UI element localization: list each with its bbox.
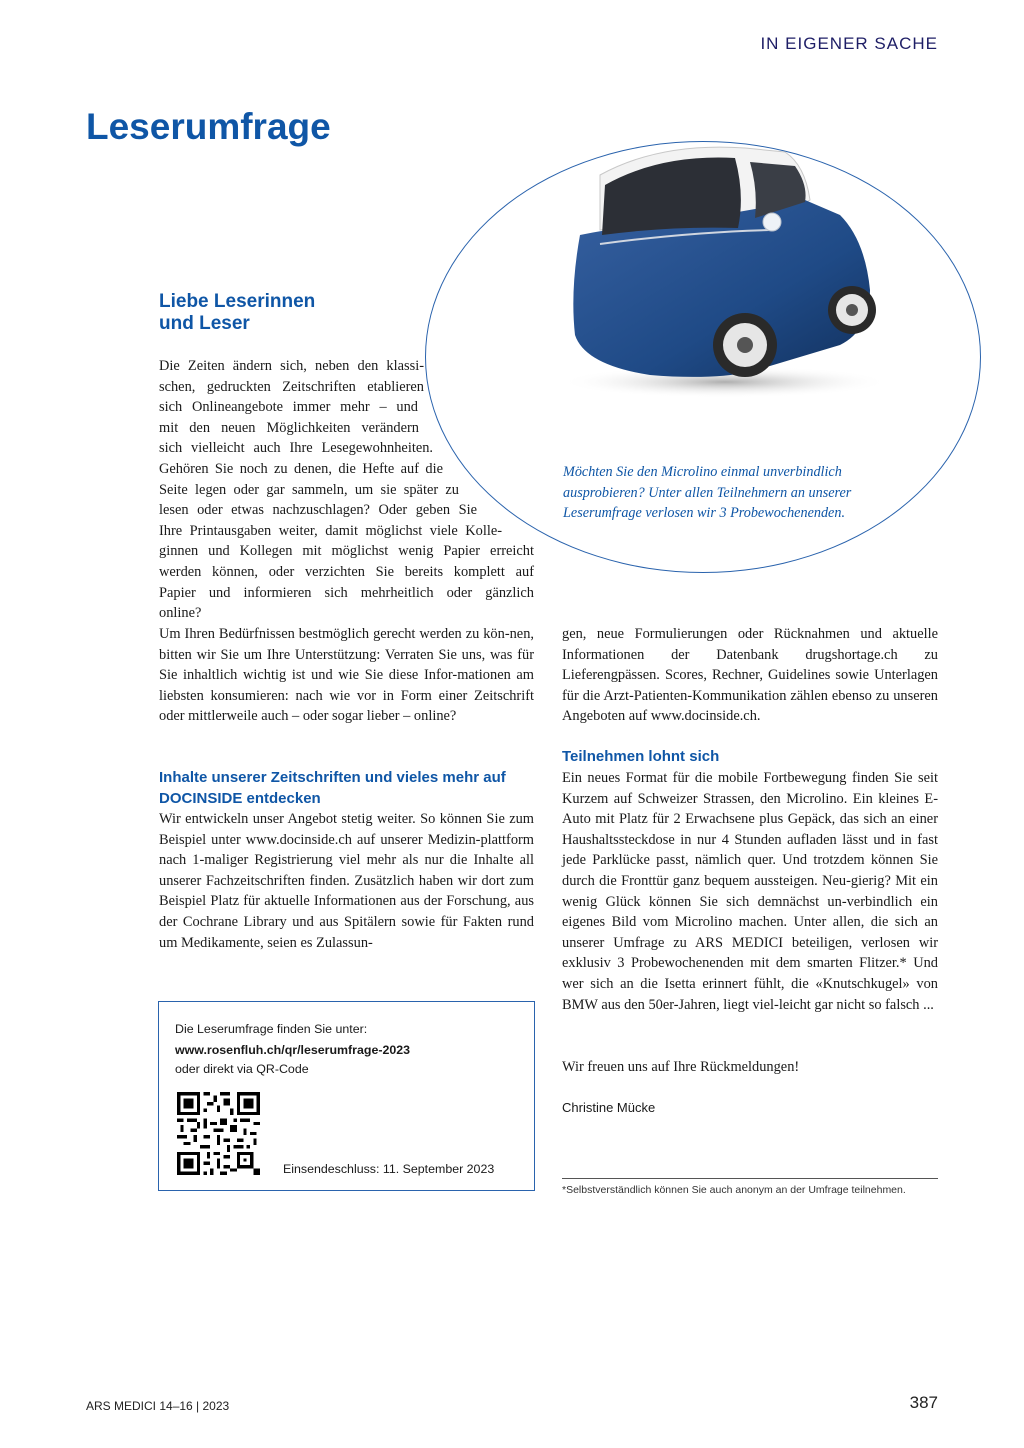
page-title: Leserumfrage: [86, 106, 331, 147]
survey-intro-text: Die Leserumfrage finden Sie unter:: [175, 1022, 368, 1036]
text-line: sich vielleicht auch Ihre Lesegewohnheiten.: [159, 440, 433, 457]
text-line: mit den neuen Möglichkeiten verändern: [159, 419, 419, 436]
footer-journal: ARS MEDICI 14–16 | 2023: [86, 1399, 230, 1413]
docinside-paragraph: Wir entwickeln unser Angebot stetig weiter. So können Sie zum Beispiel unter www.docinside.ch auf unserer Medizin-plattform nach 1-maliger Registrierung viel mehr als nur die Inhalte all unserer Fachzeitschriften finden. Zusätzlich haben wir dort zum Beispiel Platz für aktuelle Informationen aus der Forschung, aus der Cochrane Library und aus Spitälern sowie für Fakten rund um Medikamente, seien es Zulassun-: [159, 811, 534, 951]
intro-heading-line1: Liebe Leserinnen: [159, 291, 316, 312]
qr-code-icon[interactable]: [177, 1092, 260, 1175]
survey-url-link[interactable]: www.rosenfluh.ch/qr/leserumfrage-2023: [175, 1043, 411, 1057]
car-icon: [540, 140, 885, 400]
docinside-heading: Inhalte unserer Zeitschriften und vieles mehr auf DOCINSIDE entdecken: [159, 769, 506, 807]
participation-paragraph: Ein neues Format für die mobile Fortbewegung finden Sie seit Kurzem auf Schweizer Strassen, den Microlino. Ein kleines E-Auto mit Platz für 2 Erwachsene plus Gepäck, das sich an einer Haushaltssteckdose in nur 4 Stunden aufladen lässt und in fast jede Parklücke passt, nämlich quer. Und trotzdem können Sie durch die Fronttür ganz bequem aussteigen. Neu-gierig? Mit ein wenig Glück können Sie sich demnächst un-verbindlich ein eigenes Bild vom Microlino machen. Unter allen, die sich an unserer Umfrage zu ARS MEDICI beteiligen, verlosen wir exklusiv 3 Probewochenenden mit dem smarten Flitzer.* Und wer sich an die Isetta erinnert fühlt, die «Knutschkugel» von BMW aus den 50er-Jahren, liegt viel-leicht gar nicht so falsch ...: [562, 770, 938, 1013]
survey-qr-hint: oder direkt via QR-Code: [175, 1062, 309, 1076]
intro-paragraph-2: Um Ihren Bedürfnissen bestmöglich gerecht werden zu kön-nen, bitten wir Sie um Ihre Unterstützung: Verraten Sie uns, was für Sie inhaltlich wichtig ist und wie Sie diese Infor-mationen am liebsten konsumieren: nach wie vor in Form einer Zeitschrift oder mittlerweile auch – oder sogar lieber – online?: [159, 626, 534, 725]
text-line: Ihre Printausgaben weiter, damit möglichst viele Kolle-: [159, 522, 502, 539]
intro-heading-line2: und Leser: [159, 313, 250, 334]
closing-text: Wir freuen uns auf Ihre Rückmeldungen!: [562, 1059, 800, 1075]
intro-heading: [159, 291, 315, 335]
survey-deadline: Einsendeschluss: 11. September 2023: [283, 1162, 495, 1176]
text-line: werden können, oder verzichten Sie bereits komplett auf: [159, 563, 534, 580]
footnote: *Selbstverständlich können Sie auch anonym an der Umfrage teilnehmen.: [562, 1184, 906, 1196]
text-line: ginnen und Kollegen mit möglichst wenig Papier erreicht: [159, 543, 534, 560]
text-line: schen, gedruckten Zeitschriften etablieren: [159, 378, 424, 395]
text-line: lesen oder etwas nachzuschlagen? Oder geben Sie: [159, 502, 477, 519]
column2-paragraph: gen, neue Formulierungen oder Rücknahmen und aktuelle Informationen der Datenbank drugshortage.ch zu Lieferengpässen. Scores, Rechner, Guidelines sowie Unterlagen für die Arzt-Patienten-Kommunikation zählen ebenso zu unseren Angeboten auf www.docinside.ch.: [562, 626, 938, 725]
section-label: IN EIGENER SACHE: [760, 34, 938, 53]
text-line: Seite legen oder gar sammeln, um sie später zu: [159, 481, 459, 498]
text-line: online?: [159, 605, 202, 622]
image-caption: Möchten Sie den Microlino einmal unverbindlich ausprobieren? Unter allen Teilnehmern an unserer Leserumfrage verlosen wir 3 Probewochenenden.: [563, 464, 852, 521]
text-line: Papier und informieren sich mehrheitlich oder gänzlich: [159, 584, 534, 601]
text-line: Die Zeiten ändern sich, neben den klassi-: [159, 358, 424, 374]
page-number: 387: [909, 1393, 938, 1412]
footnote-divider: [562, 1178, 938, 1179]
intro-paragraph: [159, 356, 534, 624]
text-line: sich Onlineangebote immer mehr – und: [159, 399, 418, 416]
text-line: Gehören Sie noch zu denen, die Hefte auf die: [159, 460, 443, 477]
survey-box: [158, 1001, 535, 1191]
author-name: Christine Mücke: [562, 1100, 656, 1115]
participation-heading: Teilnehmen lohnt sich: [562, 748, 720, 765]
